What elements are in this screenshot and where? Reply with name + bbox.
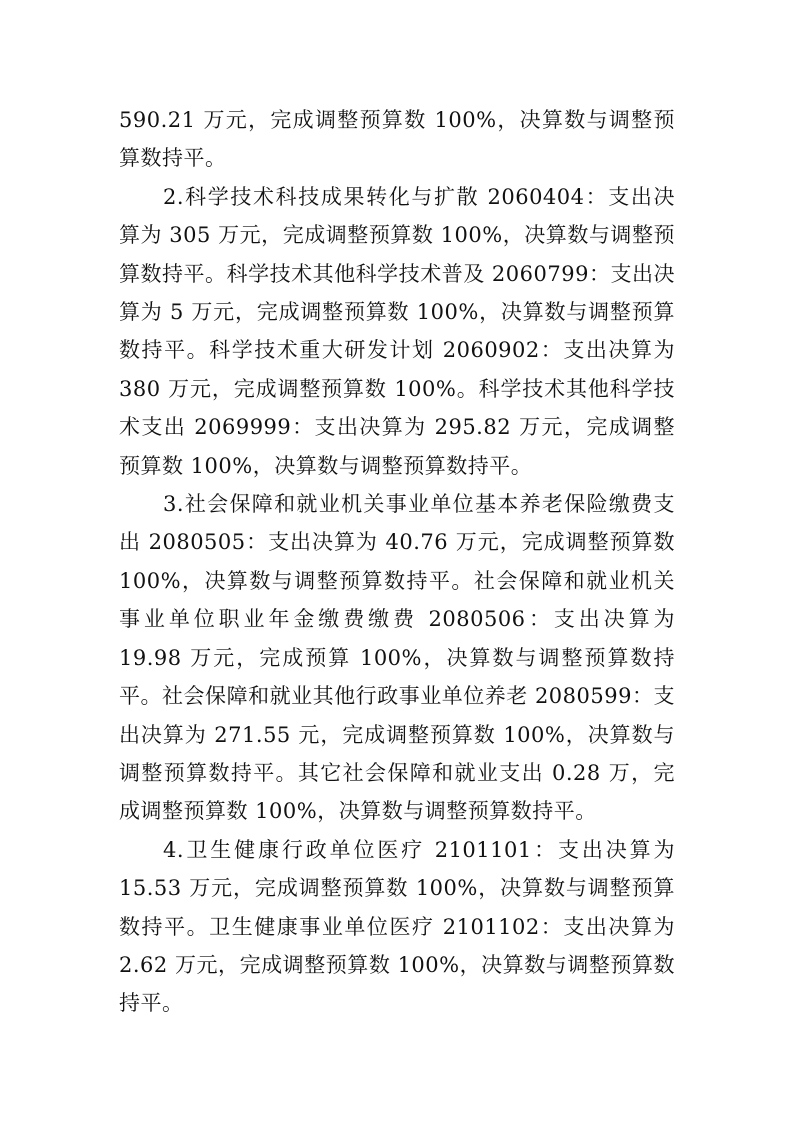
paragraph-continuation: 590.21 万元，完成调整预算数 100%，决算数与调整预算数持平。: [119, 108, 675, 171]
document-body: [119, 101, 675, 1023]
paragraph-social-security: 3.社会保障和就业机关事业单位基本养老保险缴费支出 2080505：支出决算为 40.76 万元，完成调整预算数 100%，决算数与调整预算数持平。社会保障和就业机关事业单位职业年金缴费缴费 2080506：支出决算为 19.98 万元，完成预算 100%，决算数与调整预算数持平。社会保障和就业其他行政事业单位养老 2080599：支出决算为 271.55 元，完成调整预算数 100%，决算数与调整预算数持平。其它社会保障和就业支出 0.28 万，完成调整预算数 100%，决算数与调整预算数持平。: [119, 492, 675, 824]
paragraph-science-tech: 2.科学技术科技成果转化与扩散 2060404：支出决算为 305 万元，完成调整预算数 100%，决算数与调整预算数持平。科学技术其他科学技术普及 2060799：支出决算为 5 万元，完成调整预算数 100%，决算数与调整预算数持平。科学技术重大研发计划 2060902：支出决算为 380 万元，完成调整预算数 100%。科学技术其他科学技术支出 2069999：支出决算为 295.82 万元，完成调整预算数 100%，决算数与调整预算数持平。: [119, 184, 675, 478]
paragraph-health: 4.卫生健康行政单位医疗 2101101：支出决算为 15.53 万元，完成调整预算数 100%，决算数与调整预算数持平。卫生健康事业单位医疗 2101102：支出决算为 2.62 万元，完成调整预算数 100%，决算数与调整预算数持平。: [119, 837, 675, 1016]
